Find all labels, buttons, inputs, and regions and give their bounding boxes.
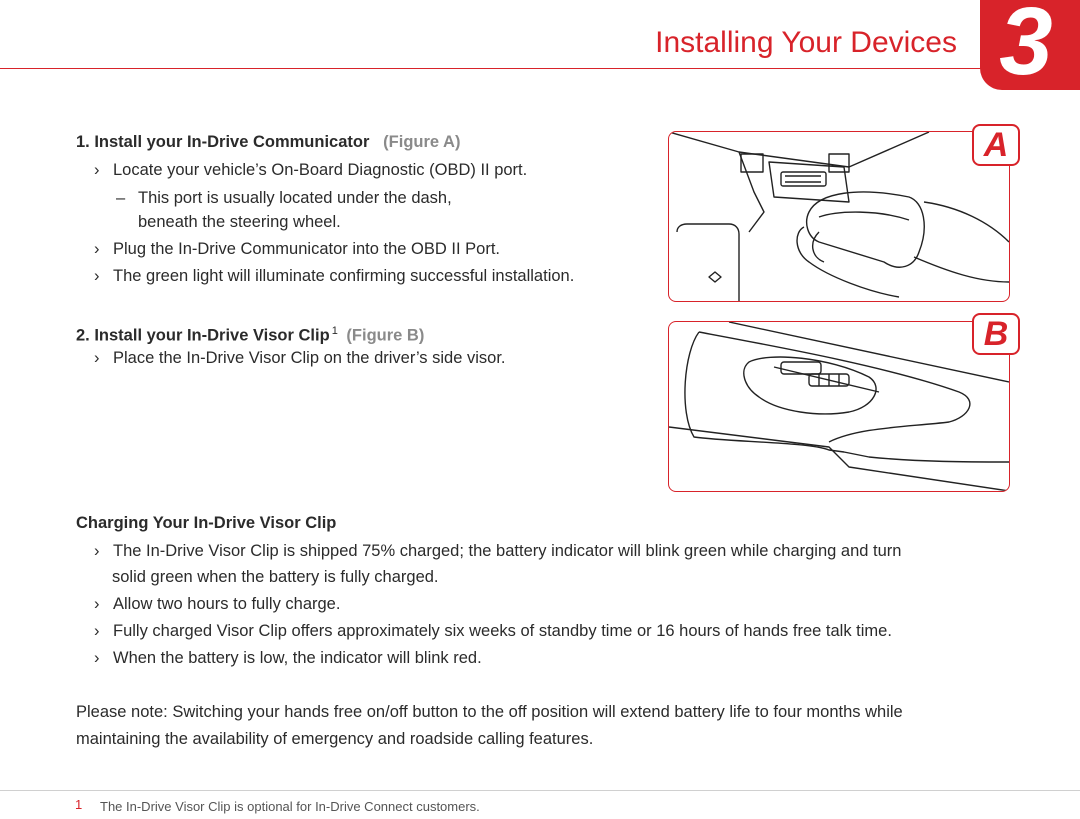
arrow-icon: › (94, 267, 100, 285)
charging-bullet-2: Allow two hours to fully charge. (113, 595, 341, 613)
section1-sub-bullet-line2: beneath the steering wheel. (138, 213, 341, 231)
footnote-number: 1 (75, 797, 83, 812)
figure-a-label: A (972, 124, 1020, 166)
section1-bullet-2: Plug the In-Drive Communicator into the OBD II Port. (113, 240, 500, 258)
arrow-icon: › (94, 649, 100, 667)
page-title: Installing Your Devices (655, 26, 957, 59)
note-line2: maintaining the availability of emergency and roadside calling features. (76, 730, 594, 748)
footer-rule (0, 790, 1080, 791)
visor-clip-illustration (669, 322, 1009, 491)
section2-bullet-1: Place the In-Drive Visor Clip on the driver’s side visor. (113, 349, 506, 367)
figure-a (668, 131, 1010, 302)
arrow-icon: › (94, 349, 100, 367)
charging-heading: Charging Your In-Drive Visor Clip (76, 514, 337, 532)
arrow-icon: › (94, 161, 100, 179)
section1-sub-bullet-line1: This port is usually located under the dash, (138, 189, 452, 207)
arrow-icon: › (94, 595, 100, 613)
section1-heading-line (76, 129, 460, 156)
header-rule (0, 68, 1080, 69)
dash-icon: – (116, 189, 126, 207)
footnote-mark: 1 (331, 325, 338, 337)
arrow-icon: › (94, 622, 100, 640)
arrow-icon: › (94, 240, 100, 258)
charging-bullet-3: Fully charged Visor Clip offers approximately six weeks of standby time or 16 hours of hands free talk time. (113, 622, 892, 640)
section1-heading: 1. Install your In-Drive Communicator (76, 133, 370, 151)
note-line1: Please note: Switching your hands free on/off button to the off position will extend battery life to four months while (76, 703, 903, 721)
figure-b-label: B (972, 313, 1020, 355)
figure-b (668, 321, 1010, 492)
section2-heading: 2. Install your In-Drive Visor Clip (76, 326, 330, 345)
arrow-icon: › (94, 542, 100, 560)
chapter-number: 3 (999, 0, 1053, 95)
section2-figure-ref: (Figure B) (346, 326, 425, 345)
charging-bullet-4: When the battery is low, the indicator will blink red. (113, 649, 482, 667)
obd-port-illustration (669, 132, 1009, 301)
footnote-text: The In-Drive Visor Clip is optional for In-Drive Connect customers. (100, 799, 480, 814)
section1-bullet-1: Locate your vehicle’s On-Board Diagnostic (OBD) II port. (113, 161, 528, 179)
section1-figure-ref: (Figure A) (383, 133, 461, 151)
chapter-tab (980, 0, 1080, 95)
charging-bullet-1-line1: The In-Drive Visor Clip is shipped 75% charged; the battery indicator will blink green while charging and turn (113, 542, 902, 560)
section1-bullet-3: The green light will illuminate confirming successful installation. (113, 267, 575, 285)
charging-bullet-1-line2: solid green when the battery is fully charged. (112, 568, 439, 586)
